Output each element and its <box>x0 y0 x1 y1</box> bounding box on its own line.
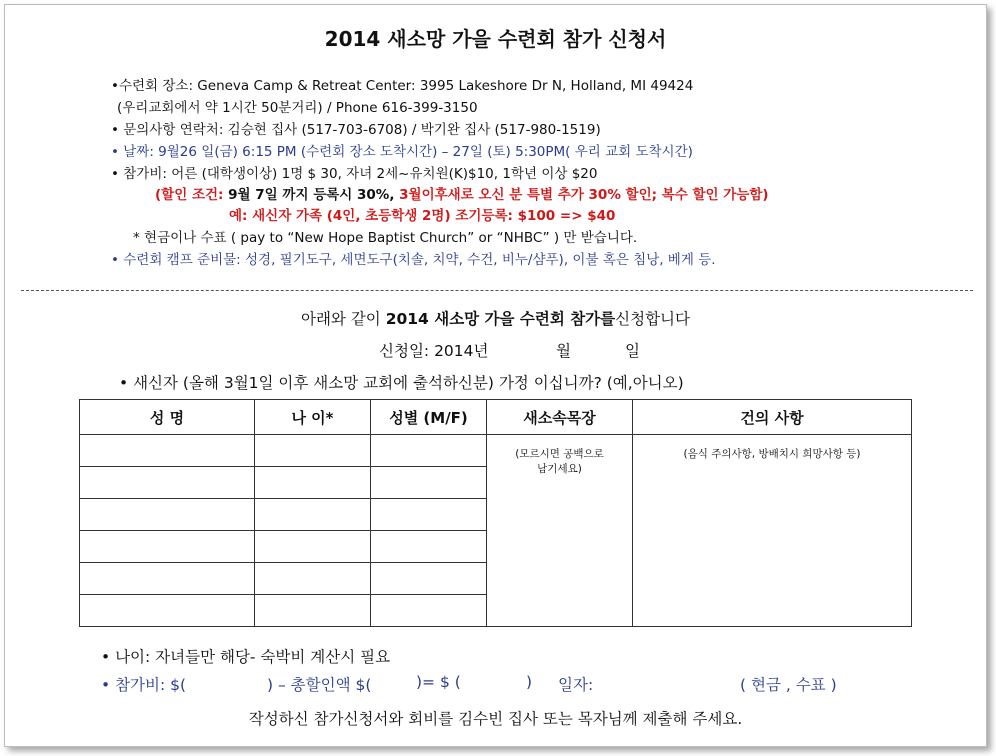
suggestions-cell-hint: (음식 주의사항, 방배치시 희망사항 등) <box>683 448 861 460</box>
name-cell[interactable] <box>80 562 255 594</box>
fee-total-label: )= $ ( <box>416 673 461 691</box>
group-cell[interactable] <box>487 435 633 627</box>
age-note: • 나이: 자녀들만 해당- 숙박비 계산시 필요 <box>101 648 391 666</box>
header-name: 성 명 <box>80 400 255 435</box>
apply-text-c: 신청합니다 <box>615 310 691 328</box>
name-cell[interactable] <box>80 466 255 498</box>
fee-date-label: 일자: <box>558 676 594 694</box>
fee-total-close: ) <box>526 673 533 691</box>
discount-early: 9월 7일 까지 등록시 30%, <box>228 187 400 203</box>
age-cell[interactable] <box>255 530 371 562</box>
application-date-label: 신청일: 2014년 <box>379 342 489 360</box>
location-sub-line: (우리교회에서 약 1시간 50분거리) / Phone 616-399-3150 <box>117 100 478 116</box>
discount-label: (할인 조건: <box>155 187 229 203</box>
fee-discount-label: ) – 총할인액 $( <box>267 676 372 694</box>
discount-newcomer: 3월이후새로 오신 분 특별 추가 30% 할인; 복수 할인 가능함) <box>399 187 769 203</box>
name-cell[interactable] <box>80 435 255 467</box>
table-row <box>80 435 912 467</box>
header-suggestions: 건의 사항 <box>633 400 912 435</box>
group-cell-hint: (모르시면 공백으로 남기세요) <box>515 448 604 476</box>
age-cell[interactable] <box>255 435 371 467</box>
name-cell[interactable] <box>80 530 255 562</box>
fee-line: • 참가비: 어른 (대학생이상) 1명 $ 30, 자녀 2세~유치원(K)$10, 1학년 이상 $20 <box>111 166 598 182</box>
age-cell[interactable] <box>255 498 371 530</box>
discount-line <box>155 183 769 203</box>
header-gender: 성별 (M/F) <box>371 400 487 435</box>
gender-cell[interactable] <box>371 435 487 467</box>
header-group: 새소속목장 <box>487 400 633 435</box>
age-cell[interactable] <box>255 594 371 626</box>
registration-form-page <box>4 4 987 747</box>
location-line: •수련회 장소: Geneva Camp & Retreat Center: 3995 Lakeshore Dr N, Holland, MI 49424 <box>111 78 694 94</box>
payment-line: * 현금이나 수표 ( pay to “New Hope Baptist Church” or “NHBC” ) 만 받습니다. <box>133 230 638 246</box>
payment-type-label: ( 현금 , 수표 ) <box>740 676 837 694</box>
age-cell[interactable] <box>255 562 371 594</box>
suggestions-cell[interactable] <box>633 435 912 627</box>
apply-text-a: 아래와 같이 <box>300 310 386 328</box>
application-month-label: 월 <box>556 342 571 360</box>
apply-text-b: 2014 새소망 가을 수련회 참가를 <box>385 310 616 328</box>
items-line: • 수련회 캠프 준비물: 성경, 필기도구, 세면도구(치솔, 치약, 수건, 비누/샴푸), 이불 혹은 침낭, 베게 등. <box>111 252 716 268</box>
application-day-label: 일 <box>625 342 640 360</box>
example-line: 예: 새신자 가족 (4인, 초등학생 2명) 조기등록: $100 => $40 <box>229 208 616 224</box>
gender-cell[interactable] <box>371 498 487 530</box>
contact-line: • 문의사항 연락처: 김승현 집사 (517-703-6708) / 박기완 집사 (517-980-1519) <box>111 122 601 138</box>
gender-cell[interactable] <box>371 594 487 626</box>
cut-line-divider <box>21 290 973 291</box>
table-header-row <box>80 400 912 435</box>
header-age: 나 이* <box>255 400 371 435</box>
date-line: • 날짜: 9월26 일(금) 6:15 PM (수련회 장소 도착시간) – 27일 (토) 5:30PM( 우리 교회 도착시간) <box>111 144 693 160</box>
name-cell[interactable] <box>80 498 255 530</box>
gender-cell[interactable] <box>371 530 487 562</box>
apply-statement <box>5 307 986 329</box>
name-cell[interactable] <box>80 594 255 626</box>
submit-instruction: 작성하신 참가신청서와 회비를 김수빈 집사 또는 목자님께 제출해 주세요. <box>248 710 743 728</box>
registration-table <box>79 399 912 627</box>
gender-cell[interactable] <box>371 466 487 498</box>
gender-cell[interactable] <box>371 562 487 594</box>
fee-label: • 참가비: $( <box>101 676 187 694</box>
age-cell[interactable] <box>255 466 371 498</box>
page-title: 2014 새소망 가을 수련회 참가 신청서 <box>324 27 667 51</box>
newcomer-question: • 새신자 (올해 3월1일 이후 새소망 교회에 출석하신분) 가정 이십니까? (예,아니오) <box>119 374 684 392</box>
